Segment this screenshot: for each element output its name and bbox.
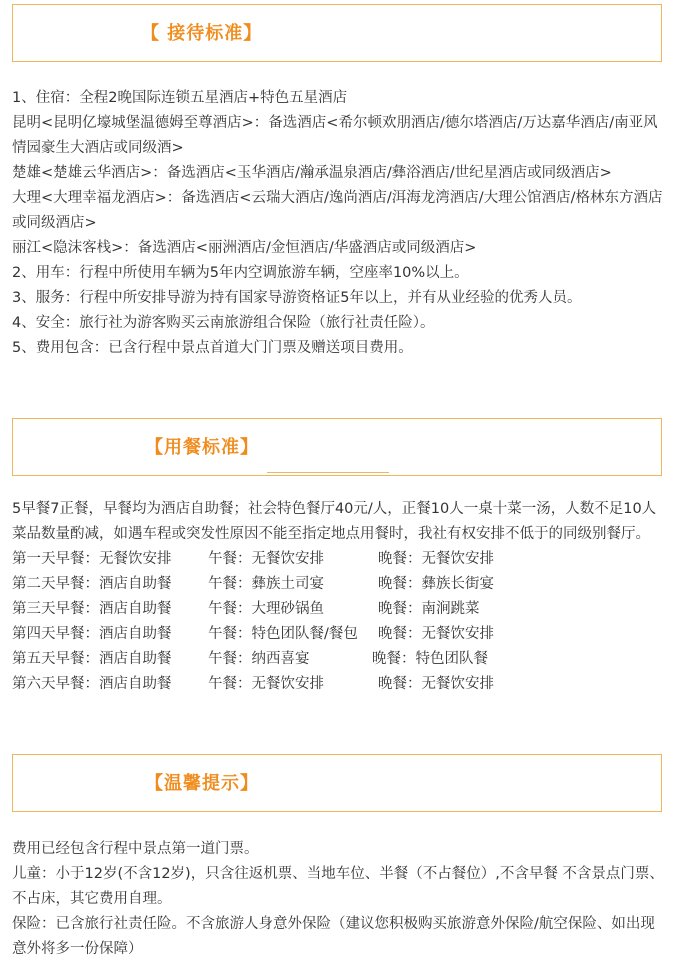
meal-day-row xyxy=(12,572,664,597)
meal-dinner: 晚餐：无餐饮安排 xyxy=(378,551,494,567)
reception-line: 丽江<隐沫客栈>：备选酒店<丽洲酒店/金恒酒店/华盛酒店或同级酒店> xyxy=(12,240,477,256)
tips-line: 保险：已含旅行社责任险。不含旅游人身意外保险（建议您积极购买旅游意外保险/航空保险、如出现意外将多一份保障） xyxy=(12,916,655,957)
meal-lunch: 午餐：彝族土司宴 xyxy=(208,576,324,592)
meal-breakfast: 第三天早餐：酒店自助餐 xyxy=(12,601,172,617)
meal-breakfast: 第五天早餐：酒店自助餐 xyxy=(12,651,172,667)
meal-dinner: 晚餐：无餐饮安排 xyxy=(378,676,494,692)
reception-line: 1、住宿：全程2晚国际连锁五星酒店+特色五星酒店 xyxy=(12,90,348,106)
reception-line: 大理<大理幸福龙酒店>：备选酒店<云瑞大酒店/逸尚酒店/洱海龙湾酒店/大理公馆酒店/格林东方酒店或同级酒店> xyxy=(12,190,663,231)
meals-divider xyxy=(267,472,389,476)
reception-line: 2、用车：行程中所使用车辆为5年内空调旅游车辆，空座率10%以上。 xyxy=(12,265,469,281)
tips-content xyxy=(12,837,664,962)
meal-day-row xyxy=(12,547,664,572)
tips-line: 儿童：小于12岁(不含12岁)，只含往返机票、当地车位、半餐（不占餐位）,不含早餐 不含景点门票、不占床，其它费用自理。 xyxy=(12,866,664,907)
meal-dinner: 晚餐：特色团队餐 xyxy=(372,651,488,667)
reception-line: 3、服务：行程中所安排导游为持有国家导游资格证5年以上，并有从业经验的优秀人员。 xyxy=(12,290,582,306)
meal-lunch: 午餐：纳西喜宴 xyxy=(208,651,310,667)
meals-header xyxy=(12,418,662,476)
meal-breakfast: 第四天早餐：酒店自助餐 xyxy=(12,626,172,642)
tips-line: 费用已经包含行程中景点第一道门票。 xyxy=(12,841,259,857)
meal-lunch: 午餐：大理砂锅鱼 xyxy=(208,601,324,617)
meal-day-row xyxy=(12,622,664,647)
meal-day-row xyxy=(12,597,664,622)
tips-title: 【温馨提示】 xyxy=(145,773,259,794)
meals-intro: 5早餐7正餐，早餐均为酒店自助餐；社会特色餐厅40元/人，正餐10人一桌十菜一汤，人数不足10人菜品数量酌减，如遇车程或突发性原因不能至指定地点用餐时，我社有权安排不低于的同级别餐厅。 xyxy=(12,501,657,542)
reception-line: 楚雄<楚雄云华酒店>：备选酒店<玉华酒店/瀚承温泉酒店/彝浴酒店/世纪星酒店或同级酒店> xyxy=(12,165,612,181)
meal-breakfast: 第一天早餐：无餐饮安排 xyxy=(12,551,172,567)
reception-header xyxy=(12,4,662,62)
meals-content xyxy=(12,497,664,697)
meal-breakfast: 第六天早餐：酒店自助餐 xyxy=(12,676,172,692)
meal-day-row xyxy=(12,647,664,672)
meal-day-row xyxy=(12,672,664,697)
meal-lunch: 午餐：特色团队餐/餐包 xyxy=(208,626,358,642)
reception-title: 【 接待标准】 xyxy=(141,23,263,44)
meal-dinner: 晚餐：彝族长街宴 xyxy=(378,576,494,592)
reception-line: 5、费用包含：已含行程中景点首道大门门票及赠送项目费用。 xyxy=(12,340,413,356)
reception-line: 昆明<昆明亿壕城堡温德姆至尊酒店>：备选酒店<希尔顿欢朋酒店/德尔塔酒店/万达嘉华酒店/南亚风情园豪生大酒店或同级酒> xyxy=(12,115,658,156)
reception-line: 4、安全：旅行社为游客购买云南旅游组合保险（旅行社责任险）。 xyxy=(12,315,435,331)
meal-lunch: 午餐：无餐饮安排 xyxy=(208,551,324,567)
meal-dinner: 晚餐：南涧跳菜 xyxy=(378,601,480,617)
reception-content xyxy=(12,86,664,361)
meals-title: 【用餐标准】 xyxy=(145,437,259,458)
meal-dinner: 晚餐：无餐饮安排 xyxy=(378,626,494,642)
meal-lunch: 午餐：无餐饮安排 xyxy=(208,676,324,692)
tips-header xyxy=(12,754,662,812)
meal-breakfast: 第二天早餐：酒店自助餐 xyxy=(12,576,172,592)
